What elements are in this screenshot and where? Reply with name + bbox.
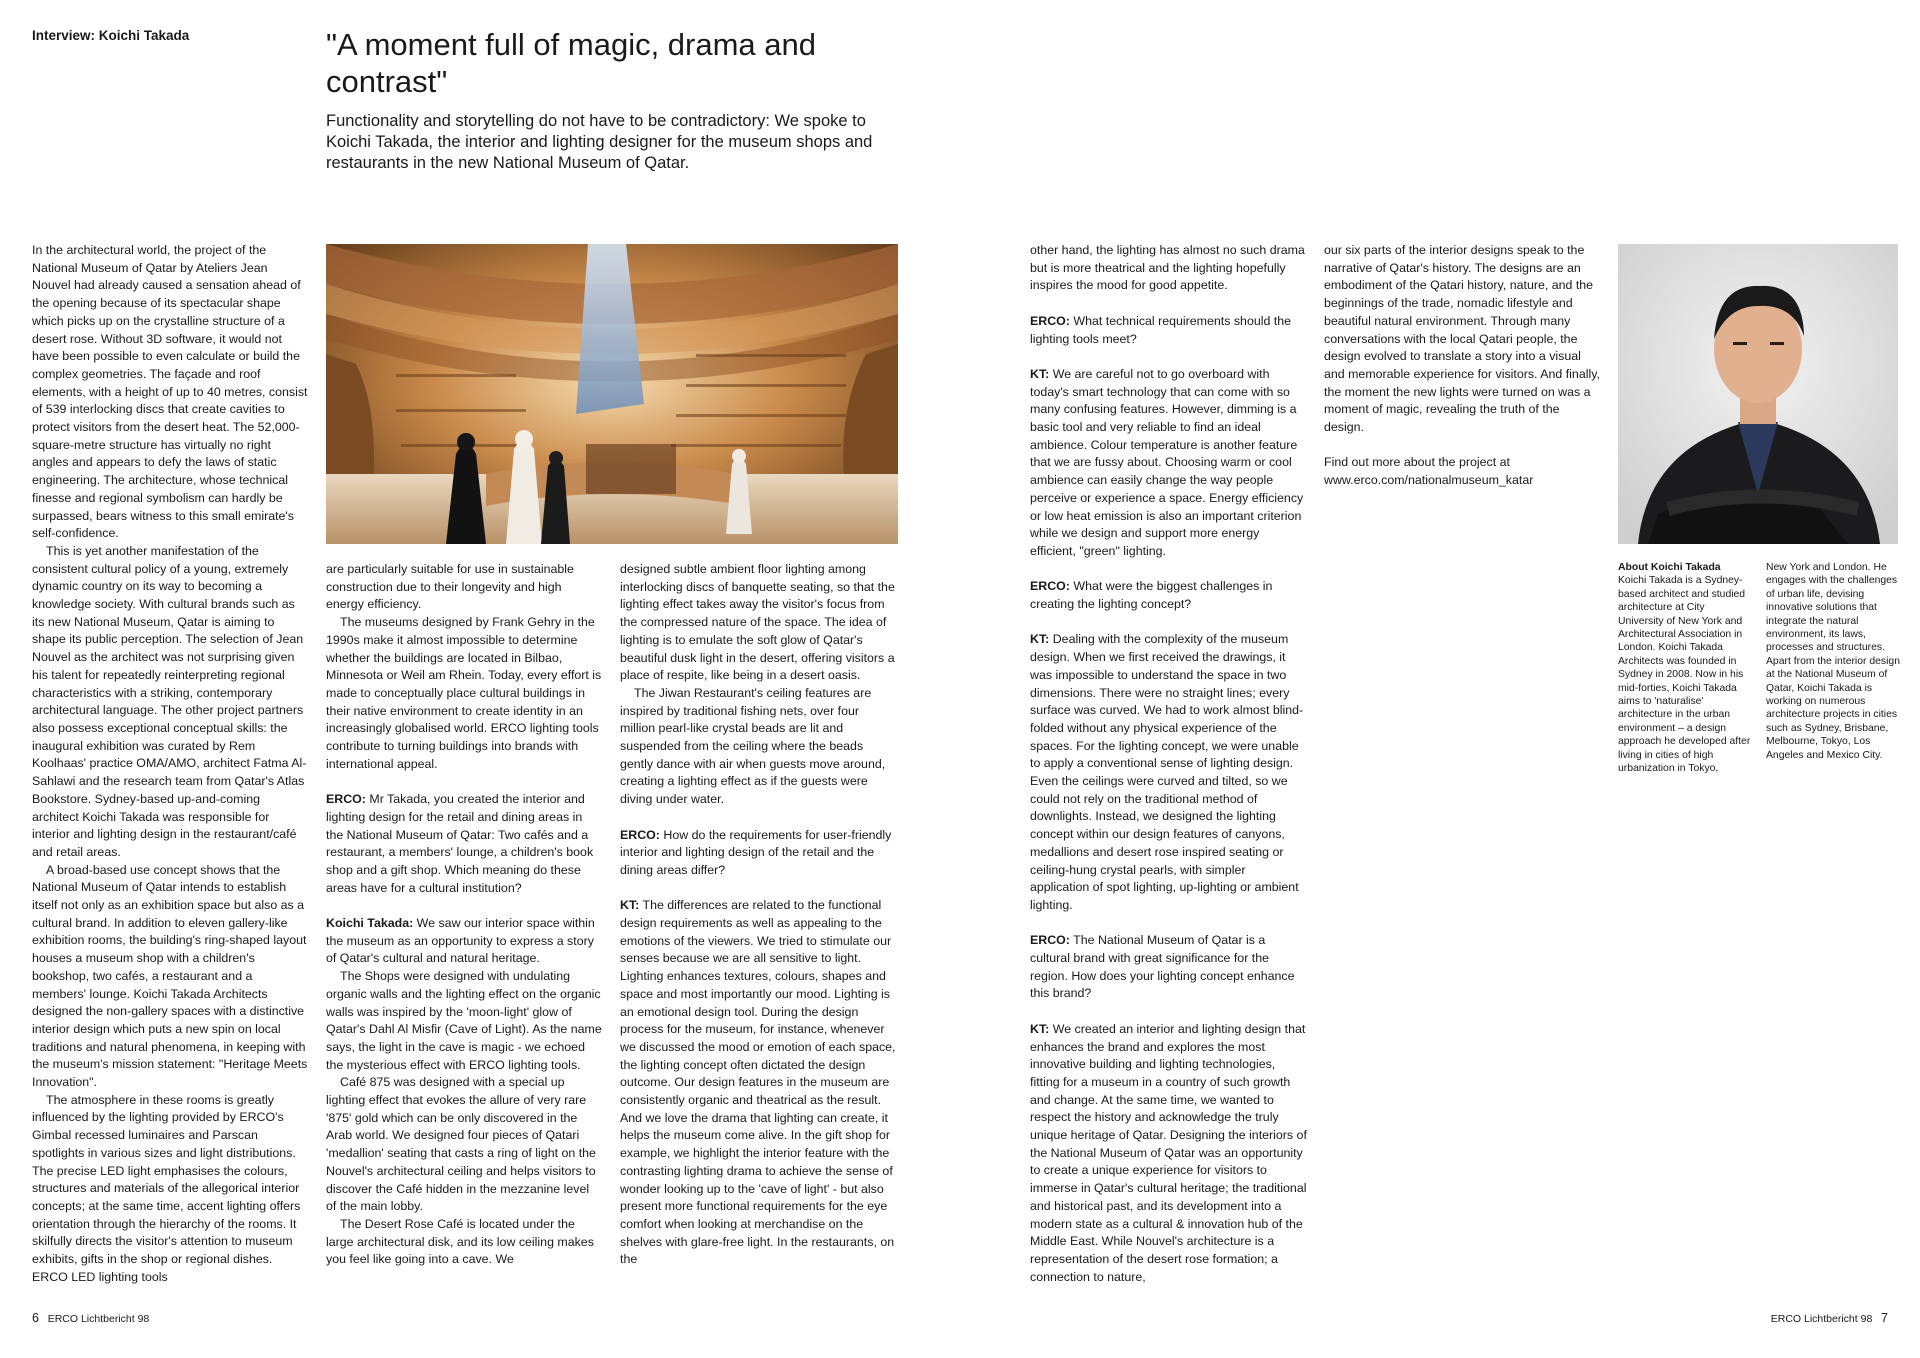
koichi-takada-portrait xyxy=(1618,244,1898,544)
paragraph: In the architectural world, the project of the National Museum of Qatar by Ateliers Jean Nouvel had already caused a sensation ahead of the opening because of its spectacular shape which picks up on the crystalline structure of a desert rose. Without 3D software, it would not have been possible to even calculate or build the complex geometries. The façade and roof elements, with a height of up to 40 metres, consist of 539 interlocking discs that create cavities to protect visitors from the desert heat. The 52,000-square-metre structure has virtually no right angles and appears to defy the laws of static engineering. The architecture, whose technical finesse and regional symbolism can hardly be surpassed, bears witness to this small emirate's self-confidence. xyxy=(32,243,308,541)
interview-answer xyxy=(1030,631,1308,914)
museum-shop-photo xyxy=(326,244,898,544)
speaker-label: KT: xyxy=(620,898,640,913)
article-column-3 xyxy=(620,561,896,1269)
paragraph: designed subtle ambient floor lighting among interlocking discs of banquette seating, so that the lighting effect takes away the visitor's focus from the compressed nature of the space. The idea of lighting is to emulate the soft glow of Qatar's beautiful dusk light in the desert, offering visitors a place of respite, like being in a desert oasis. xyxy=(620,562,895,683)
answer-text: We are careful not to go overboard with today's smart technology that can come with so many confusing features. However, dimming is a basic tool and very reliable to find an ideal ambience. Colour temperature is another feature that we are fussy about. Choosing warm or cool ambience can easily change the way people perceive or experience a space. Energy efficiency or low heat emission is also an important criterion while we design and support more energy efficient, "green" lighting. xyxy=(1030,366,1304,558)
publication-title-left: ERCO Lichtbericht 98 xyxy=(47,1313,150,1325)
speaker-label: Koichi Takada: xyxy=(326,916,414,931)
project-link-text: Find out more about the project at www.erco.com/nationalmuseum_katar xyxy=(1324,455,1534,488)
paragraph: our six parts of the interior designs speak to the narrative of Qatar's history. The designs are an embodiment of the Qatari history, nature, and the beginnings of the trade, nomadic lifestyle and beautiful natural environment. Through many conversations with the local Qatari people, the design evolved to translate a story into a visual and memorable experience for visitors. And finally, the moment the new lights were turned on was a moment of magic, revealing the truth of the design. xyxy=(1324,243,1600,435)
speaker-label: ERCO: xyxy=(620,827,660,842)
interview-question xyxy=(620,827,896,880)
interview-kicker: Interview: Koichi Takada xyxy=(32,28,190,43)
page-number-right: 7 xyxy=(1881,1311,1888,1325)
article-column-5 xyxy=(1324,242,1602,490)
interview-question xyxy=(1030,313,1308,348)
paragraph: The museums designed by Frank Gehry in the 1990s make it almost impossible to determine whether the buildings are located in Bilbao, Minnesota or Weil am Rhein. Today, every effort is made to conceptually place cultural buildings in their native environment to create identity in an increasingly globalised world. ERCO lighting tools contribute to turning buildings into brands with international appeal. xyxy=(326,615,602,771)
article-column-1 xyxy=(32,242,308,1286)
bio-text: Koichi Takada is a Sydney-based architect and studied architecture at City University of New York and Architectural Association in London. Koichi Takada Architects was founded in Sydney in 2008. Now in his mid-forties, Koichi Takada aims to 'naturalise' architecture in the urban environment – a design approach he developed after living in cities of high urbanization in Tokyo, xyxy=(1618,575,1751,775)
question-text: Mr Takada, you created the interior and lighting design for the retail and dining areas in the National Museum of Qatar: Two cafés and a restaurant, a members' lounge, a children's book shop and a gift shop. Which meaning do these areas have for a cultural institution? xyxy=(326,792,594,895)
footer-left xyxy=(32,1311,149,1325)
paragraph: other hand, the lighting has almost no such drama but is more theatrical and the lighting hopefully inspires the mood for good appetite. xyxy=(1030,243,1305,293)
paragraph: A broad-based use concept shows that the National Museum of Qatar intends to establish itself not only as an exhibition space but also as a cultural brand. In addition to eleven gallery-like exhibition rooms, the building's ring-shaped layout houses a museum shop with a children's bookshop, two cafés, a restaurant and a members' lounge. Koichi Takada Architects designed the non-gallery spaces with a distinctive interior design which puts a new spin on local traditions and natural phenomena, in keeping with the museum's mission statement: "Heritage Meets Innovation". xyxy=(32,862,308,1090)
bio-title: About Koichi Takada xyxy=(1618,562,1721,573)
article-headline: "A moment full of magic, drama and contrast" xyxy=(326,27,817,99)
article-standfirst: Functionality and storytelling do not have to be contradictory: We spoke to Koichi Takada, the interior and lighting designer for the museum shops and restaurants in the new National Museum of Qatar. xyxy=(326,112,873,172)
answer-text: Dealing with the complexity of the museum design. When we first received the drawings, it was impossible to understand the space in two dimensions. There were no straight lines; every surface was curved. We had to work almost blind-folded without any physical experience of the spaces. For the lighting concept, we were unable to apply a conventional sense of lighting design. Even the ceilings were curved and tilted, so we could not rely on the traditional method of downlights. Instead, we designed the lighting concept within our design features of canyons, medallions and desert rose inspired seating or ceiling-hung crystal pearls, with simpler application of spot lighting, up-lighting or ambient lighting. xyxy=(1030,632,1304,912)
speaker-label: ERCO: xyxy=(326,792,366,807)
interview-answer xyxy=(1030,366,1308,561)
paragraph: are particularly suitable for use in sustainable construction due to their longevity and high energy efficiency. xyxy=(326,562,574,612)
interview-question xyxy=(326,791,602,897)
paragraph: The Shops were designed with undulating organic walls and the lighting effect on the organic walls was inspired by the 'moon-light' glow of Qatar's Dahl Al Misfir (Cave of Light). As the name says, the light in the cave is magic - we echoed the mysterious effect with ERCO lighting tools. xyxy=(326,969,602,1072)
paragraph: The Jiwan Restaurant's ceiling features are inspired by traditional fishing nets, over four million pearl-like crystal beads are lit and suspended from the ceiling where the beads gently dance with air when guests move around, creating a lighting effect as if the guests were diving under water. xyxy=(620,685,886,807)
speaker-label: ERCO: xyxy=(1030,579,1070,594)
interview-answer xyxy=(326,915,602,968)
interview-answer xyxy=(620,897,896,1269)
answer-text: We created an interior and lighting design that enhances the brand and explores the most innovative building and lighting technologies, fitting for a museum in a country of such growth and change. At the same time, we wanted to respect the history and acknowledge the truly unique heritage of Qatar. Designing the interiors of the National Museum of Qatar was an opportunity to create a unique experience for visitors to immerse in Qatar's cultural heritage; the traditional and historical past, and its development into a modern state as a cultural & innovation hub of the Middle East. While Nouvel's architecture is a representation of the desert rose formation; a connection to nature, xyxy=(1030,1021,1307,1284)
question-text: What technical requirements should the lighting tools meet? xyxy=(1030,313,1292,346)
question-text: How do the requirements for user-friendly interior and lighting design of the retail and the dining areas differ? xyxy=(620,827,892,877)
article-column-2 xyxy=(326,561,602,1269)
interview-question xyxy=(1030,578,1308,613)
bio-text: New York and London. He engages with the challenges of urban life, devising innovative solutions that integrate the natural environment, its laws, processes and structures. Apart from the interior design at the National Museum of Qatar, Koichi Takada is working on numerous architecture projects in cities such as Sydney, Brisbane, Melbourne, Tokyo, Los Angeles and Mexico City. xyxy=(1766,562,1900,761)
paragraph: The Desert Rose Café is located under the large architectural disk, and its low ceiling makes you feel like going into a cave. We xyxy=(326,1216,594,1267)
question-text: The National Museum of Qatar is a cultural brand with great significance for the region. How does your lighting concept enhance this brand? xyxy=(1030,933,1295,1001)
interview-question xyxy=(1030,932,1308,1003)
bio-column-1 xyxy=(1618,561,1753,776)
footer-right xyxy=(1771,1311,1888,1325)
question-text: What were the biggest challenges in creating the lighting concept? xyxy=(1030,579,1273,612)
publication-title-right: ERCO Lichtbericht 98 xyxy=(1770,1313,1873,1325)
paragraph: Café 875 was designed with a special up lighting effect that evokes the allure of very rare '875' gold which can be only discovered in the Arab world. We designed four pieces of Qatari 'medallion' seating that casts a ring of light on the Nouvel's architectural ceiling and helps visitors to discover the Café hidden in the mezzanine level of the main lobby. xyxy=(326,1075,596,1214)
speaker-label: ERCO: xyxy=(1030,933,1070,948)
interview-answer xyxy=(1030,1021,1308,1287)
speaker-label: KT: xyxy=(1030,1021,1050,1036)
speaker-label: KT: xyxy=(1030,632,1050,647)
speaker-label: KT: xyxy=(1030,366,1050,381)
speaker-label: ERCO: xyxy=(1030,313,1070,328)
paragraph: This is yet another manifestation of the consistent cultural policy of a young, extremely dynamic country on its way to becoming a knowledge society. With cultural brands such as its new National Museum, Qatar is aiming to shape its public perception. The selection of Jean Nouvel as the architect was not surprising given his talent for repeatedly reinterpreting regional characteristics with a striking, contemporary architectural language. The other project partners also possess exceptional conceptual skills: the inaugural exhibition was curated by Rem Koolhaas' practice OMA/AMO, architect Fatma Al-Sahlawi and the research team from Qatar's Atlas Bookstore. Sydney-based up-and-coming architect Koichi Takada was responsible for interior and lighting design in the restaurant/café and retail areas. xyxy=(32,543,307,859)
bio-column-2 xyxy=(1766,561,1901,762)
page-number-left: 6 xyxy=(32,1311,39,1325)
answer-text: The differences are related to the functional design requirements as well as appealing to the emotions of the viewers. We tried to stimulate our senses because we are all sensitive to light. Lighting enhances textures, colours, shapes and space and most importantly our mood. Lighting is an emotional design tool. During the design process for the museum, for instance, whenever we discussed the mood or emotion of each space, the lighting concept often dictated the design outcome. Our design features in the museum are consistently organic and theatrical as the result. And we love the drama that lighting can create, it helps the museum come alive. In the gift shop for example, we highlight the interior feature with the contrasting lighting drama to achieve the sense of wonder looking up to the 'cave of light' - but also present more functional requirements for the eye comfort when looking at merchandise on the shelves with glare-free light. In the restaurants, on the xyxy=(620,898,896,1267)
paragraph: The atmosphere in these rooms is greatly influenced by the lighting provided by ERCO's Gimbal recessed luminaires and Parscan spotlights in various sizes and light distributions. The precise LED light emphasises the colours, structures and materials of the allegorical interior concepts; at the same time, accent lighting offers orientation through the hierarchy of the rooms. It skilfully directs the visitor's attention to museum exhibits, gifts in the shop or regional dishes. ERCO LED lighting tools xyxy=(32,1092,301,1284)
article-column-4 xyxy=(1030,242,1308,1286)
answer-text: We saw our interior space within the museum as an opportunity to express a story of Qatar's cultural and natural heritage. xyxy=(326,916,595,966)
